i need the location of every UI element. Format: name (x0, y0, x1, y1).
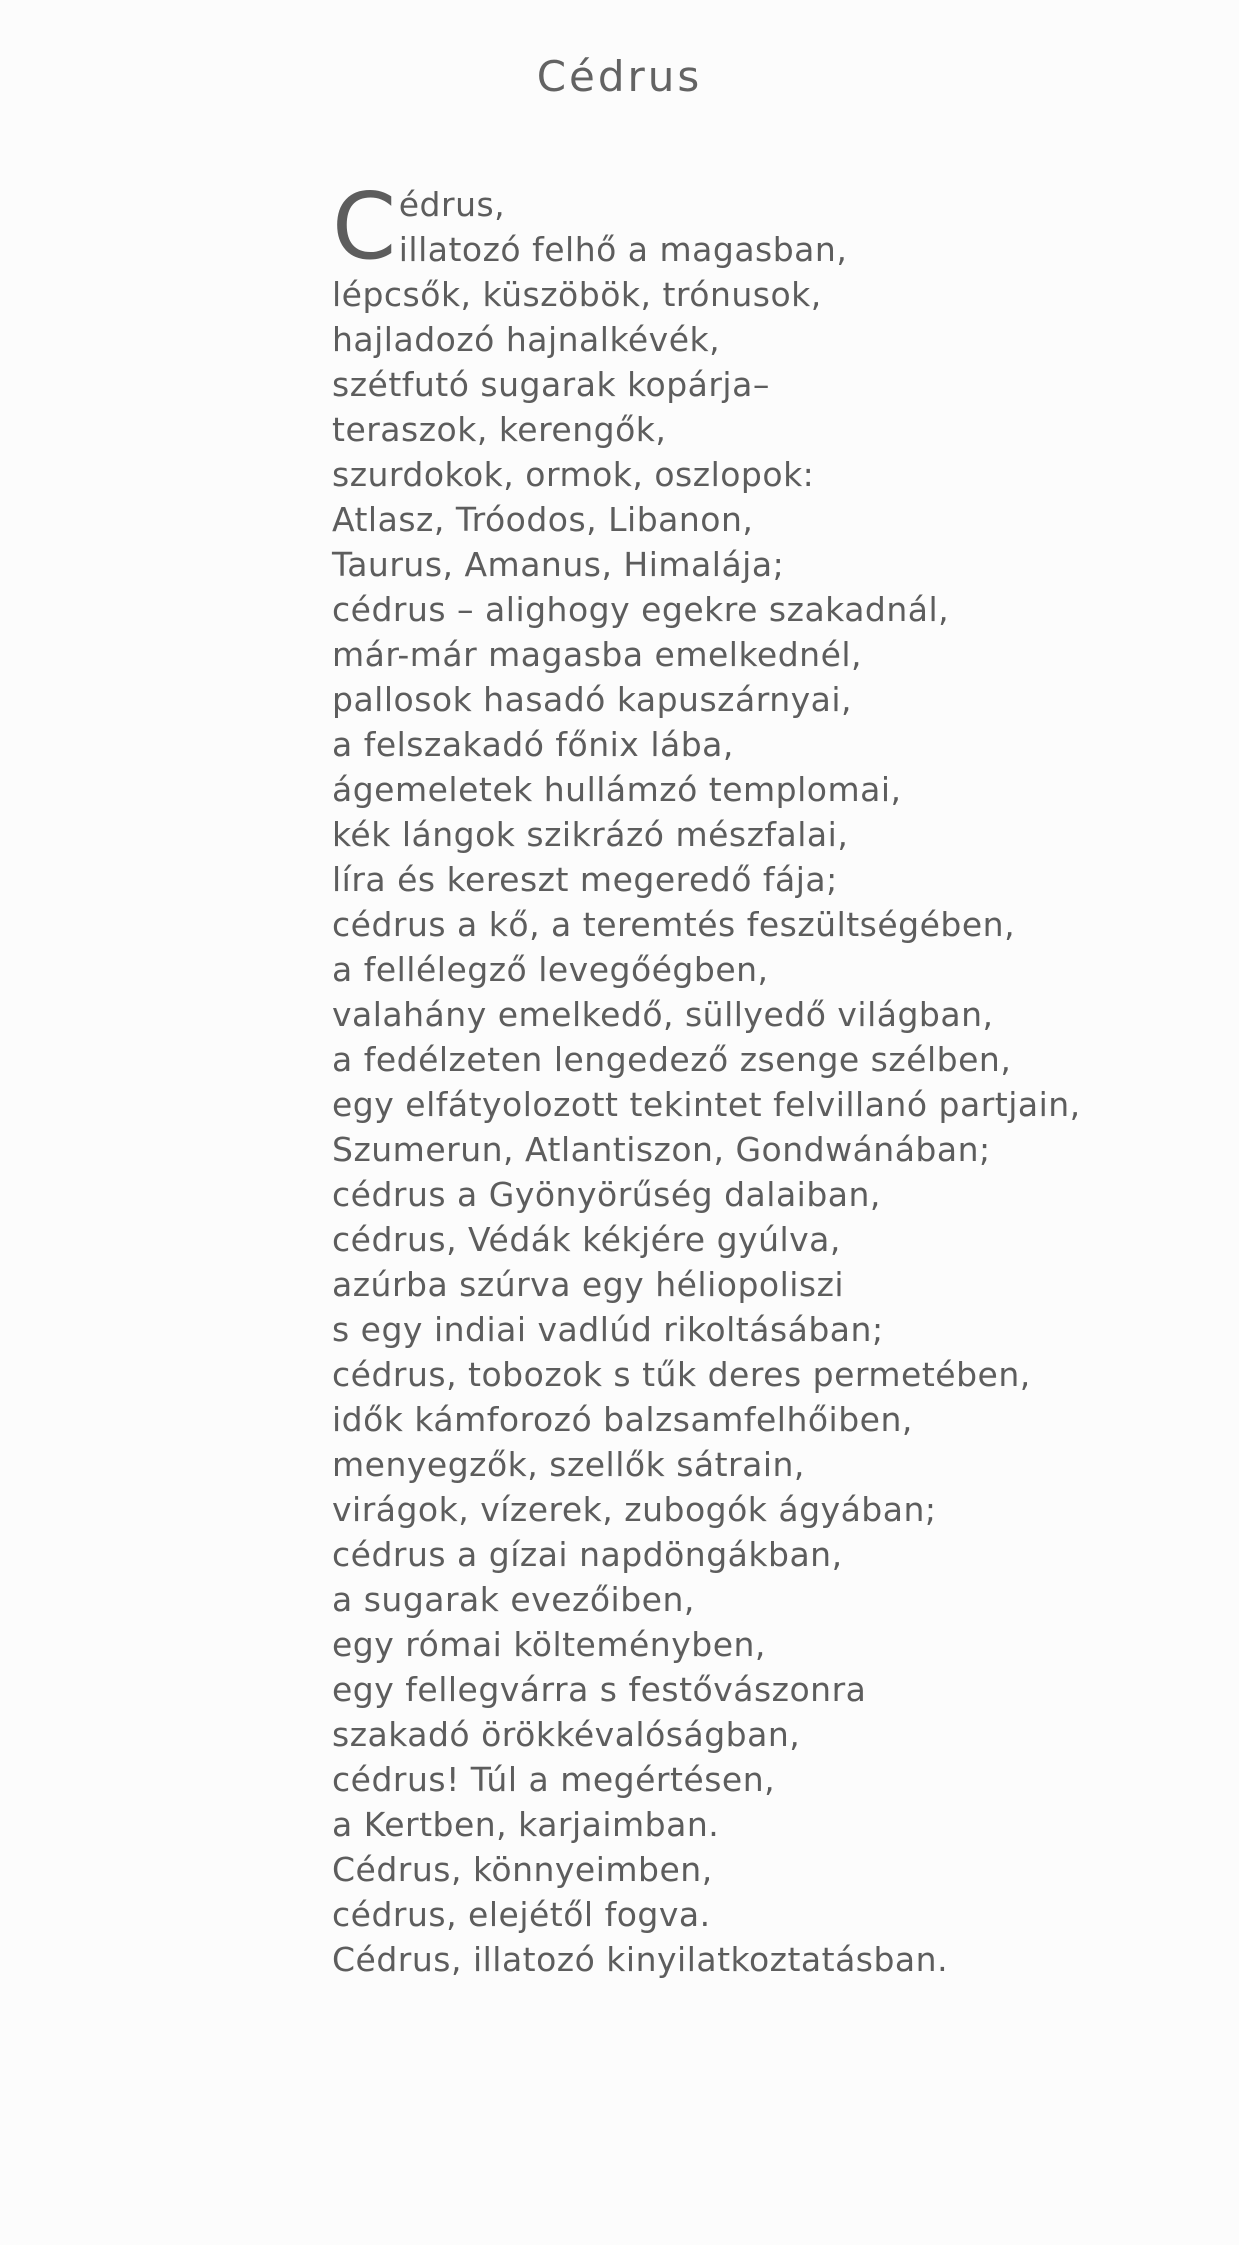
poem-line: hajladozó hajnalkévék, (332, 320, 721, 359)
poem-line: lépcsők, küszöbök, trónusok, (332, 275, 822, 314)
dropcap-group (332, 173, 1162, 280)
poem-line: teraszok, kerengők, (332, 410, 667, 449)
poem-line: a felszakadó főnix lába, (332, 725, 734, 764)
poem-line: már-már magasba emelkednél, (332, 635, 863, 674)
poem-line: egy fellegvárra s festővászonra (332, 1670, 867, 1709)
poem-line: cédrus a gízai napdöngákban, (332, 1535, 843, 1574)
dropcap-lines (399, 182, 848, 272)
poem-line: szétfutó sugarak kopárja– (332, 365, 770, 404)
poem-line: Cédrus, könnyeimben, (332, 1850, 713, 1889)
poem-line: ágemeletek hullámzó templomai, (332, 770, 902, 809)
poem-line: Atlasz, Tróodos, Libanon, (332, 500, 754, 539)
poem-line: egy római költeményben, (332, 1625, 766, 1664)
poem-line: Cédrus, illatozó kinyilatkoztatásban. (332, 1940, 949, 1979)
poem-line: pallosok hasadó kapuszárnyai, (332, 680, 853, 719)
poem-line: kék lángok szikrázó mészfalai, (332, 815, 849, 854)
poem-line: cédrus, tobozok s tűk deres permetében, (332, 1355, 1031, 1394)
poem-line: Szumerun, Atlantiszon, Gondwánában; (332, 1130, 991, 1169)
poem-body (332, 173, 1162, 1982)
poem-line: menyegzők, szellők sátrain, (332, 1445, 805, 1484)
poem-line: a fellélegző levegőégben, (332, 950, 769, 989)
poem-title: Cédrus (536, 52, 703, 101)
poem-line: a Kertben, karjaimban. (332, 1805, 720, 1844)
poem-line: idők kámforozó balzsamfelhőiben, (332, 1400, 913, 1439)
poem-line: illatozó felhő a magasban, (398, 230, 848, 269)
poem-line: a fedélzeten lengedező zsenge szélben, (332, 1040, 1012, 1079)
poem-line: cédrus a Gyönyörűség dalaiban, (332, 1175, 881, 1214)
poem-line: Taurus, Amanus, Himalája; (332, 545, 785, 584)
poem-line: cédrus – alighogy egekre szakadnál, (332, 590, 950, 629)
poem-line: édrus, (398, 185, 506, 224)
dropcap-letter: C (332, 173, 397, 280)
poem-line: cédrus, Védák kékjére gyúlva, (332, 1220, 841, 1259)
poem-line: valahány emelkedő, süllyedő világban, (332, 995, 994, 1034)
poem-line: virágok, vízerek, zubogók ágyában; (332, 1490, 937, 1529)
poem-line: cédrus, elejétől fogva. (332, 1895, 711, 1934)
poem-line: cédrus a kő, a teremtés feszültségében, (332, 905, 1016, 944)
poem-line: szakadó örökkévalóságban, (332, 1715, 801, 1754)
poem-line: líra és kereszt megeredő fája; (332, 860, 838, 899)
poem-line: cédrus! Túl a megértésen, (332, 1760, 776, 1799)
poem-line: egy elfátyolozott tekintet felvillanó partjain, (332, 1085, 1081, 1124)
poem-line: azúrba szúrva egy héliopoliszi (332, 1265, 845, 1304)
poem-line: s egy indiai vadlúd rikoltásában; (332, 1310, 884, 1349)
poem-line: szurdokok, ormok, oszlopok: (332, 455, 815, 494)
poem-line: a sugarak evezőiben, (332, 1580, 695, 1619)
